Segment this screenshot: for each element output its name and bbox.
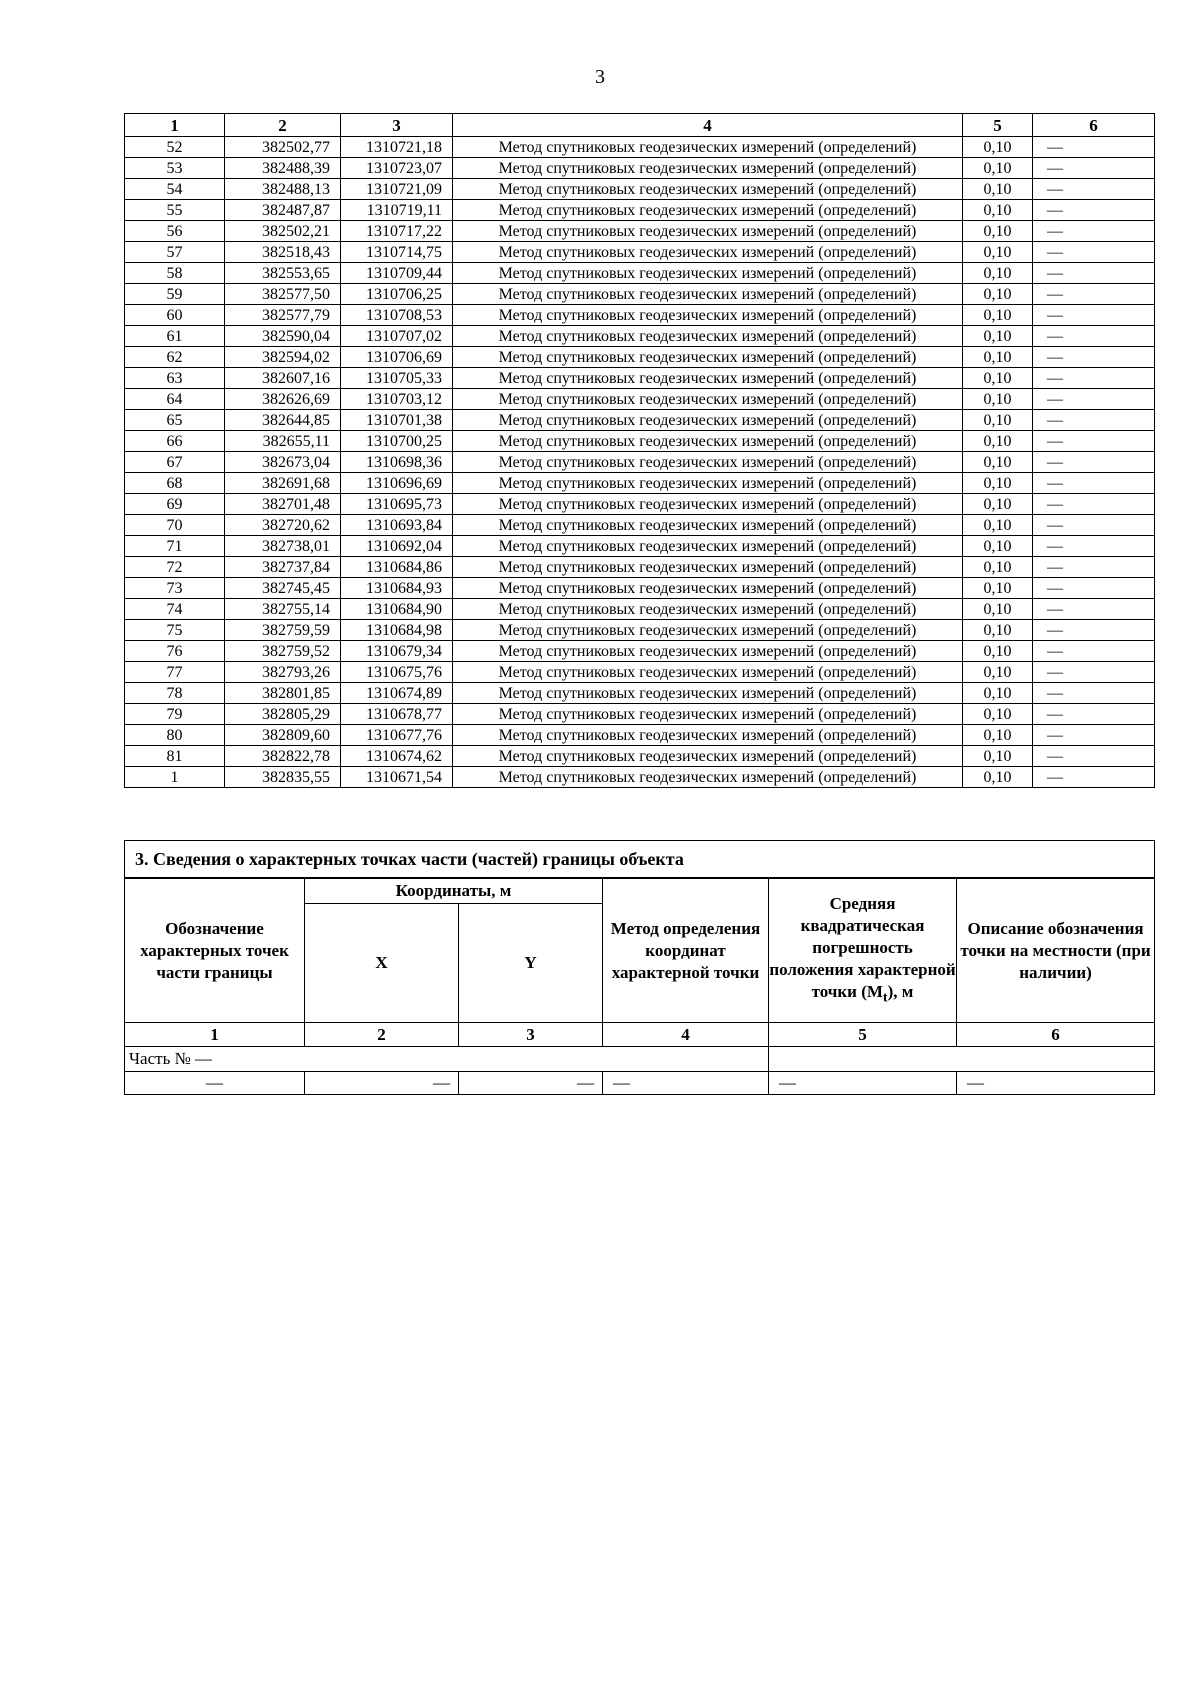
- table-cell: 382720,62: [225, 515, 341, 536]
- table-cell: Метод спутниковых геодезических измерений (определений): [453, 452, 963, 473]
- table-cell: 1310695,73: [341, 494, 453, 515]
- empty-cell: —: [603, 1072, 769, 1095]
- table-cell: 1310717,22: [341, 221, 453, 242]
- table-cell: —: [1033, 221, 1155, 242]
- table-cell: 382691,68: [225, 473, 341, 494]
- table-row: [125, 578, 1155, 599]
- table-cell: Метод спутниковых геодезических измерений (определений): [453, 389, 963, 410]
- table-cell: 382626,69: [225, 389, 341, 410]
- table-cell: 1: [125, 767, 225, 788]
- table-row: [125, 725, 1155, 746]
- table-cell: 70: [125, 515, 225, 536]
- column-number: 3: [459, 1023, 603, 1047]
- table-cell: Метод спутниковых геодезических измерений (определений): [453, 242, 963, 263]
- table-cell: 0,10: [963, 452, 1033, 473]
- table-cell: 61: [125, 326, 225, 347]
- table-row: [125, 200, 1155, 221]
- table-cell: 0,10: [963, 494, 1033, 515]
- table-cell: 1310674,62: [341, 746, 453, 767]
- table-cell: —: [1033, 158, 1155, 179]
- table-cell: 382793,26: [225, 662, 341, 683]
- table-cell: 1310679,34: [341, 641, 453, 662]
- table-cell: —: [1033, 326, 1155, 347]
- table-cell: —: [1033, 137, 1155, 158]
- table-cell: 67: [125, 452, 225, 473]
- table-cell: 78: [125, 683, 225, 704]
- table-row: [125, 347, 1155, 368]
- table-cell: —: [1033, 578, 1155, 599]
- table-cell: 1310706,25: [341, 284, 453, 305]
- table-cell: 1310674,89: [341, 683, 453, 704]
- column-header: 1: [125, 114, 225, 137]
- table-row: [125, 221, 1155, 242]
- table-cell: 382759,52: [225, 641, 341, 662]
- table-cell: Метод спутниковых геодезических измерений (определений): [453, 767, 963, 788]
- table-row: [125, 263, 1155, 284]
- table-row: [125, 305, 1155, 326]
- table-header-row: [125, 114, 1155, 137]
- table-cell: 382835,55: [225, 767, 341, 788]
- table-cell: 382755,14: [225, 599, 341, 620]
- table-cell: —: [1033, 305, 1155, 326]
- table-cell: 0,10: [963, 284, 1033, 305]
- table-row: [125, 158, 1155, 179]
- table-cell: —: [1033, 662, 1155, 683]
- table-cell: 1310714,75: [341, 242, 453, 263]
- table-row: [125, 746, 1155, 767]
- table-cell: Метод спутниковых геодезических измерений (определений): [453, 515, 963, 536]
- table-row: [125, 683, 1155, 704]
- part-label-empty: [769, 1047, 1155, 1072]
- table-cell: 382502,77: [225, 137, 341, 158]
- table-cell: —: [1033, 599, 1155, 620]
- table-cell: 53: [125, 158, 225, 179]
- table-cell: Метод спутниковых геодезических измерений (определений): [453, 200, 963, 221]
- table-cell: —: [1033, 494, 1155, 515]
- table-cell: 0,10: [963, 620, 1033, 641]
- table-cell: Метод спутниковых геодезических измерений (определений): [453, 473, 963, 494]
- table-cell: 382745,45: [225, 578, 341, 599]
- table-row: [125, 242, 1155, 263]
- table-cell: —: [1033, 242, 1155, 263]
- table-cell: Метод спутниковых геодезических измерений (определений): [453, 368, 963, 389]
- table-cell: 382759,59: [225, 620, 341, 641]
- empty-cell: —: [459, 1072, 603, 1095]
- table-cell: 62: [125, 347, 225, 368]
- table-cell: 76: [125, 641, 225, 662]
- table-row: [125, 137, 1155, 158]
- table-cell: 0,10: [963, 158, 1033, 179]
- table-cell: 1310705,33: [341, 368, 453, 389]
- table-cell: Метод спутниковых геодезических измерений (определений): [453, 494, 963, 515]
- table-cell: 382488,13: [225, 179, 341, 200]
- table-cell: 382607,16: [225, 368, 341, 389]
- table-cell: —: [1033, 431, 1155, 452]
- error-header: [769, 878, 957, 1023]
- column-header: 2: [225, 114, 341, 137]
- table-cell: 0,10: [963, 347, 1033, 368]
- table-cell: Метод спутниковых геодезических измерений (определений): [453, 536, 963, 557]
- table-row: [125, 536, 1155, 557]
- table-cell: 1310684,86: [341, 557, 453, 578]
- table-cell: 382822,78: [225, 746, 341, 767]
- table-cell: —: [1033, 452, 1155, 473]
- empty-cell: —: [125, 1072, 305, 1095]
- table-cell: 0,10: [963, 557, 1033, 578]
- table-cell: 382594,02: [225, 347, 341, 368]
- table-row: [125, 767, 1155, 788]
- table-cell: —: [1033, 389, 1155, 410]
- table-cell: 63: [125, 368, 225, 389]
- table-cell: Метод спутниковых геодезических измерений (определений): [453, 431, 963, 452]
- part-label: Часть № —: [125, 1047, 769, 1072]
- table-cell: 0,10: [963, 725, 1033, 746]
- table-cell: —: [1033, 347, 1155, 368]
- table-cell: 1310723,07: [341, 158, 453, 179]
- column-number: 2: [305, 1023, 459, 1047]
- table-cell: 1310721,18: [341, 137, 453, 158]
- table-cell: 77: [125, 662, 225, 683]
- table-cell: 66: [125, 431, 225, 452]
- table-row: [125, 494, 1155, 515]
- table-cell: Метод спутниковых геодезических измерений (определений): [453, 599, 963, 620]
- column-number: 5: [769, 1023, 957, 1047]
- table-cell: 0,10: [963, 137, 1033, 158]
- table-cell: —: [1033, 746, 1155, 767]
- table-cell: 56: [125, 221, 225, 242]
- table-cell: Метод спутниковых геодезических измерений (определений): [453, 620, 963, 641]
- description-header: Описание обозначения точки на местности (при наличии): [957, 878, 1155, 1023]
- empty-cell: —: [769, 1072, 957, 1095]
- table-cell: 1310698,36: [341, 452, 453, 473]
- table-cell: 0,10: [963, 305, 1033, 326]
- table-cell: 0,10: [963, 536, 1033, 557]
- table-row: [125, 389, 1155, 410]
- table-cell: 382701,48: [225, 494, 341, 515]
- table-cell: Метод спутниковых геодезических измерений (определений): [453, 578, 963, 599]
- table-body: [125, 137, 1155, 788]
- coordinates-header: Координаты, м: [305, 878, 603, 904]
- empty-cell: —: [957, 1072, 1155, 1095]
- table-cell: 0,10: [963, 221, 1033, 242]
- table-cell: 80: [125, 725, 225, 746]
- table-cell: 382590,04: [225, 326, 341, 347]
- table-cell: 382577,79: [225, 305, 341, 326]
- table-cell: 0,10: [963, 767, 1033, 788]
- column-number: 1: [125, 1023, 305, 1047]
- table-cell: 59: [125, 284, 225, 305]
- table-cell: —: [1033, 536, 1155, 557]
- table-cell: 55: [125, 200, 225, 221]
- table-cell: 1310671,54: [341, 767, 453, 788]
- boundary-points-table: [124, 113, 1155, 788]
- table-cell: —: [1033, 368, 1155, 389]
- table-cell: Метод спутниковых геодезических измерений (определений): [453, 683, 963, 704]
- column-number: 4: [603, 1023, 769, 1047]
- table-cell: 58: [125, 263, 225, 284]
- table-cell: 0,10: [963, 662, 1033, 683]
- table-cell: 79: [125, 704, 225, 725]
- y-header: Y: [459, 904, 603, 1023]
- table-cell: Метод спутниковых геодезических измерений (определений): [453, 137, 963, 158]
- table-cell: 1310708,53: [341, 305, 453, 326]
- table-cell: 382518,43: [225, 242, 341, 263]
- column-number-row: [125, 1023, 1155, 1047]
- table-cell: 57: [125, 242, 225, 263]
- column-number: 6: [957, 1023, 1155, 1047]
- table-cell: 382801,85: [225, 683, 341, 704]
- table-cell: 382738,01: [225, 536, 341, 557]
- table-cell: 0,10: [963, 368, 1033, 389]
- table-cell: 382805,29: [225, 704, 341, 725]
- table-row: [125, 368, 1155, 389]
- column-header: 6: [1033, 114, 1155, 137]
- table-row: [125, 515, 1155, 536]
- table-cell: 0,10: [963, 515, 1033, 536]
- table-cell: 382737,84: [225, 557, 341, 578]
- column-header: 3: [341, 114, 453, 137]
- table-row: [125, 179, 1155, 200]
- table-row: [125, 704, 1155, 725]
- table-cell: —: [1033, 473, 1155, 494]
- table-cell: 1310684,90: [341, 599, 453, 620]
- table-cell: 1310707,02: [341, 326, 453, 347]
- table-cell: 0,10: [963, 746, 1033, 767]
- table-cell: —: [1033, 683, 1155, 704]
- table-cell: 1310675,76: [341, 662, 453, 683]
- table-cell: 1310706,69: [341, 347, 453, 368]
- error-header-unit: ), м: [887, 981, 914, 1001]
- table-cell: 382487,87: [225, 200, 341, 221]
- table-cell: 73: [125, 578, 225, 599]
- table-cell: 65: [125, 410, 225, 431]
- table-cell: 64: [125, 389, 225, 410]
- table-cell: 1310701,38: [341, 410, 453, 431]
- table-cell: 1310684,93: [341, 578, 453, 599]
- section3-table: [124, 840, 1155, 1095]
- table-cell: 1310677,76: [341, 725, 453, 746]
- table-cell: 0,10: [963, 704, 1033, 725]
- table-cell: 1310692,04: [341, 536, 453, 557]
- table-cell: 81: [125, 746, 225, 767]
- page-number: 3: [595, 66, 605, 88]
- table-cell: 382577,50: [225, 284, 341, 305]
- method-header: Метод определения координат характерной точки: [603, 878, 769, 1023]
- table-cell: 0,10: [963, 683, 1033, 704]
- table-cell: 0,10: [963, 578, 1033, 599]
- table-cell: 71: [125, 536, 225, 557]
- table-cell: 382809,60: [225, 725, 341, 746]
- table-cell: Метод спутниковых геодезических измерений (определений): [453, 284, 963, 305]
- table-cell: Метод спутниковых геодезических измерений (определений): [453, 410, 963, 431]
- table-cell: 0,10: [963, 473, 1033, 494]
- table-cell: —: [1033, 179, 1155, 200]
- table-cell: 1310684,98: [341, 620, 453, 641]
- table-row: [125, 620, 1155, 641]
- table-cell: Метод спутниковых геодезических измерений (определений): [453, 326, 963, 347]
- table-cell: Метод спутниковых геодезических измерений (определений): [453, 158, 963, 179]
- table-cell: —: [1033, 410, 1155, 431]
- table-cell: 1310703,12: [341, 389, 453, 410]
- table-cell: 60: [125, 305, 225, 326]
- table-cell: 0,10: [963, 599, 1033, 620]
- table-row: [125, 326, 1155, 347]
- empty-data-row: [125, 1072, 1155, 1095]
- table-cell: —: [1033, 284, 1155, 305]
- table-cell: Метод спутниковых геодезических измерений (определений): [453, 305, 963, 326]
- table-cell: 0,10: [963, 410, 1033, 431]
- table-row: [125, 662, 1155, 683]
- table-cell: 69: [125, 494, 225, 515]
- table-cell: Метод спутниковых геодезических измерений (определений): [453, 263, 963, 284]
- table-cell: —: [1033, 557, 1155, 578]
- table-cell: —: [1033, 263, 1155, 284]
- table-cell: 382673,04: [225, 452, 341, 473]
- table-cell: 1310709,44: [341, 263, 453, 284]
- table-row: [125, 557, 1155, 578]
- table-row: [125, 410, 1155, 431]
- table-cell: —: [1033, 620, 1155, 641]
- table-cell: 382488,39: [225, 158, 341, 179]
- table-cell: Метод спутниковых геодезических измерений (определений): [453, 641, 963, 662]
- table-cell: Метод спутниковых геодезических измерений (определений): [453, 179, 963, 200]
- table-cell: —: [1033, 200, 1155, 221]
- table-row: [125, 473, 1155, 494]
- table-cell: 382655,11: [225, 431, 341, 452]
- table-cell: 1310693,84: [341, 515, 453, 536]
- table-cell: 382502,21: [225, 221, 341, 242]
- table-cell: —: [1033, 725, 1155, 746]
- empty-cell: —: [305, 1072, 459, 1095]
- table-cell: —: [1033, 704, 1155, 725]
- table-row: [125, 431, 1155, 452]
- table-cell: Метод спутниковых геодезических измерений (определений): [453, 662, 963, 683]
- table-cell: 74: [125, 599, 225, 620]
- table-cell: Метод спутниковых геодезических измерений (определений): [453, 725, 963, 746]
- table-cell: 0,10: [963, 263, 1033, 284]
- table-cell: 1310700,25: [341, 431, 453, 452]
- table-cell: 0,10: [963, 641, 1033, 662]
- table-cell: 75: [125, 620, 225, 641]
- column-header: 5: [963, 114, 1033, 137]
- table-cell: 0,10: [963, 200, 1033, 221]
- table-cell: 0,10: [963, 179, 1033, 200]
- table-cell: 0,10: [963, 431, 1033, 452]
- table-cell: 1310721,09: [341, 179, 453, 200]
- table-cell: Метод спутниковых геодезических измерений (определений): [453, 557, 963, 578]
- table-cell: 382553,65: [225, 263, 341, 284]
- table-cell: 0,10: [963, 326, 1033, 347]
- table-cell: 0,10: [963, 389, 1033, 410]
- error-header-subscript: t: [882, 989, 888, 1006]
- table-cell: Метод спутниковых геодезических измерений (определений): [453, 746, 963, 767]
- table-cell: 0,10: [963, 242, 1033, 263]
- x-header: X: [305, 904, 459, 1023]
- section3-title: 3. Сведения о характерных точках части (частей) границы объекта: [125, 841, 1155, 879]
- table-cell: 54: [125, 179, 225, 200]
- table-cell: —: [1033, 767, 1155, 788]
- table-cell: 1310719,11: [341, 200, 453, 221]
- table-cell: 52: [125, 137, 225, 158]
- table-cell: 72: [125, 557, 225, 578]
- table-row: [125, 284, 1155, 305]
- table-cell: Метод спутниковых геодезических измерений (определений): [453, 704, 963, 725]
- table-cell: 1310678,77: [341, 704, 453, 725]
- table-row: [125, 599, 1155, 620]
- table-cell: —: [1033, 515, 1155, 536]
- table-cell: Метод спутниковых геодезических измерений (определений): [453, 221, 963, 242]
- error-header-text: Средняя квадратическая погрешность положения характерной точки (M: [769, 893, 956, 1001]
- table-cell: Метод спутниковых геодезических измерений (определений): [453, 347, 963, 368]
- table-row: [125, 452, 1155, 473]
- column-header: 4: [453, 114, 963, 137]
- table-cell: 1310696,69: [341, 473, 453, 494]
- table-row: [125, 641, 1155, 662]
- table-cell: 68: [125, 473, 225, 494]
- table-cell: 382644,85: [225, 410, 341, 431]
- designation-header: Обозначение характерных точек части границы: [125, 878, 305, 1023]
- table-cell: —: [1033, 641, 1155, 662]
